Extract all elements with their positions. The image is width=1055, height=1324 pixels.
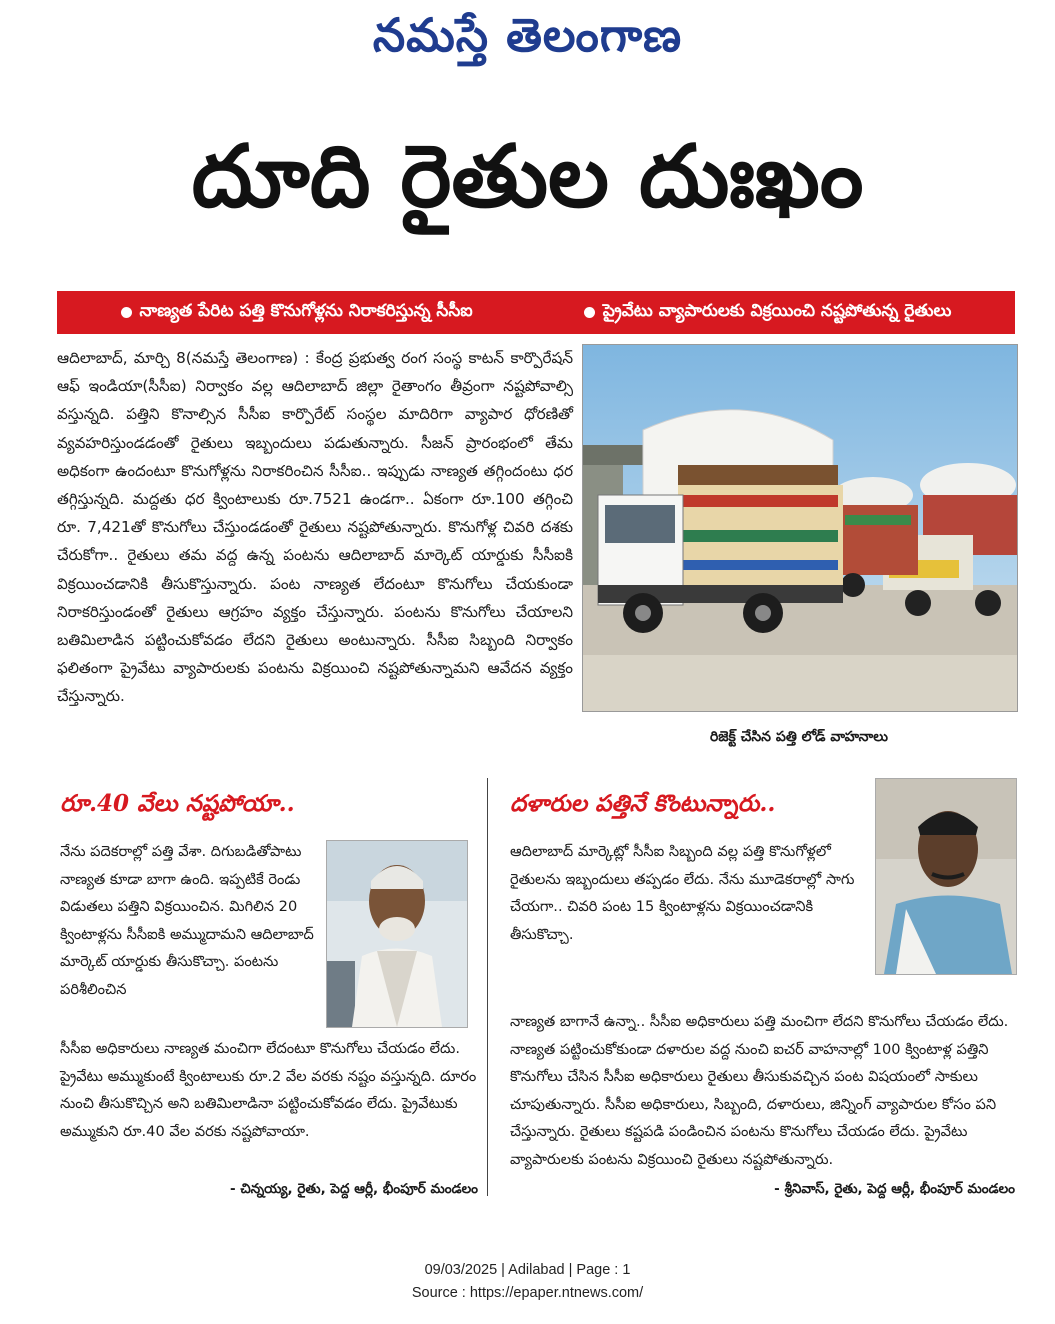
highlight-text: నాణ్యత పేరిట పత్తి కొనుగోళ్లను నిరాకరిస్తున్న సీసీఐ: [139, 300, 473, 321]
headline: దూది రైతుల దుఃఖం: [191, 127, 864, 227]
bullet-dot-icon: [584, 307, 595, 318]
left-story-signature: - చిన్నయ్య, రైతు, పెద్ద ఆర్లీ, భీంపూర్ మండలం: [230, 1181, 478, 1197]
highlight-item: [584, 301, 952, 325]
right-story-heading: దళారుల పత్తినే కొంటున్నారు..: [510, 790, 776, 817]
highlight-bar: [57, 291, 1015, 334]
highlight-text: ప్రైవేటు వ్యాపారులకు విక్రయించి నష్టపోతున్న రైతులు: [602, 300, 952, 321]
farmer-photo-chinnaiah: [326, 840, 468, 1028]
column-divider: [487, 778, 488, 1196]
masthead-logo: నమస్తే తెలంగాణ: [372, 8, 683, 62]
cotton-trucks-photo: [582, 344, 1018, 712]
photo-caption: రిజెక్ట్ చేసిన పత్తి లోడ్ వాహనాలు: [710, 729, 888, 745]
main-story-text: ఆదిలాబాద్, మార్చి 8(నమస్తే తెలంగాణ) : కేంద్ర ప్రభుత్వ రంగ సంస్థ కాటన్ కార్పొరేషన్ ఆఫ్ ఇండియా(సీసీఐ) నిర్వాకం వల్ల ఆదిలాబాద్ జిల్లా రైతాంగం తీవ్రంగా నష్టపోవాల్సి వస్తున్నది. పత్తిని కొనాల్సిన సీసీఐ కార్పొరేట్ సంస్థల మాదిరిగా వ్యాపార ధోరణితో వ్యవహరిస్తుండడంతో రైతులు ఇబ్బందులు పడుతున్నారు. సీజన్ ప్రారంభంలో తేమ అధికంగా ఉందంటూ కొనుగోళ్లను నిరాకరించిన సీసీఐ.. ఇప్పుడు నాణ్యత తగ్గిందంటు ధర తగ్గిస్తున్నది. మద్దతు ధర క్వింటాలుకు రూ.7521 ఉండగా.. ఏకంగా రూ.100 తగ్గించి రూ. 7,421తో కొనుగోలు చేస్తుండడంతో రైతులు నష్టపోతున్నారు. కొనుగోళ్ల చివరి దశకు చేరుకోగా.. రైతులు తమ వద్ద ఉన్న పంటను ఆదిలాబాద్ మార్కెట్ యార్డుకు సీసీఐకి విక్రయించడానికి తీసుకొస్తున్నారు. పంట నాణ్యత లేదంటూ కొనుగోలు చేయకుండా నిరాకరిస్తుండంతో రైతులు ఆగ్రహం వ్యక్తం చేస్తున్నారు. పంటను కొనుగోలు చేయాలని బతిమిలాడిన పట్టించుకోవడం లేదని రైతులు అంటున్నారు. సీసీఐ సిబ్బంది నిర్వాకం ఫలితంగా ప్రైవేటు వ్యాపారులకు పంటను విక్రయించి నష్టపోతున్నామని ఆవేదన వ్యక్తం చేస్తున్నారు.: [57, 349, 573, 706]
right-story-para: ఆదిలాబాద్ మార్కెట్లో సీసీఐ సిబ్బంది వల్ల పత్తి కొనుగోళ్లలో రైతులను ఇబ్బందులు తప్పడం లేదు. నేను మూడెకరాల్లో సాగు చేయగా.. చివరి పంట 15 క్వింటాళ్లను విక్రయించడానికి తీసుకొచ్చా.: [510, 843, 855, 943]
footer-source: Source : https://epaper.ntnews.com/: [411, 1285, 644, 1301]
highlight-item: [121, 301, 473, 325]
right-story-para: నాణ్యత బాగానే ఉన్నా.. సీసీఐ అధికారులు పత్తి మంచిగా లేదని కొనుగోలు చేయడం లేదు. నాణ్యత పట్టించుకోకుండా దళారుల వద్ద నుంచి ఐచర్ వాహనాల్లో 100 క్వింటాళ్ల పత్తిని కొనుగోలు చేసిన సీసీఐ అధికారులు రైతులు తీసుకువచ్చిన పంట విషయంలో సాకులు చూపుతున్నారు. సీసీఐ అధికారులు, సిబ్బంది, దళారులు, జిన్నింగ్ వ్యాపారుల కోసం పని చేస్తున్నారు. రైతులు కష్టపడి పండించిన పంటను కొనుగోలు చేయడం లేదు. ప్రైవేటు వ్యాపారులకు పంటను విక్రయించి రైతులు నష్టపోతున్నారు.: [510, 1013, 1009, 1168]
footer-date-edition: 09/03/2025 | Adilabad | Page : 1: [424, 1262, 631, 1278]
farmer-photo-srinivas: [875, 778, 1017, 975]
bullet-dot-icon: [121, 307, 132, 318]
left-story-para: సీసీఐ అధికారులు నాణ్యత మంచిగా లేదంటూ కొనుగోలు చేయడం లేదు. ప్రైవేటు అమ్ముకుంటే క్వింటాలుకు రూ.2 వేల వరకు నష్టం వస్తున్నది. దూరం నుంచి తీసుకొచ్చిన అని బతిమిలాడినా పట్టించుకోవడం లేదు. ప్రైవేటుకు అమ్ముకుని రూ.40 వేల వరకు నష్టపోవాయా.: [60, 1040, 477, 1140]
left-story-heading: రూ.40 వేలు నష్టపోయా..: [60, 790, 295, 817]
left-story-para: నేను పదెకరాల్లో పత్తి వేశా. దిగుబడితోపాటు నాణ్యత కూడా బాగా ఉంది. ఇప్పటికే రెండు విడుతలు పత్తిని విక్రయించిన. మిగిలిన 20 క్వింటాళ్లను సీసీఐకి అమ్ముదామని ఆదిలాబాద్ మార్కెట్ యార్డుకు తీసుకొచ్చా. పంటను పరిశీలించిన: [60, 843, 314, 998]
right-story-signature: - శ్రీనివాస్, రైతు, పెద్ద ఆర్లీ, భీంపూర్ మండలం: [774, 1181, 1015, 1197]
